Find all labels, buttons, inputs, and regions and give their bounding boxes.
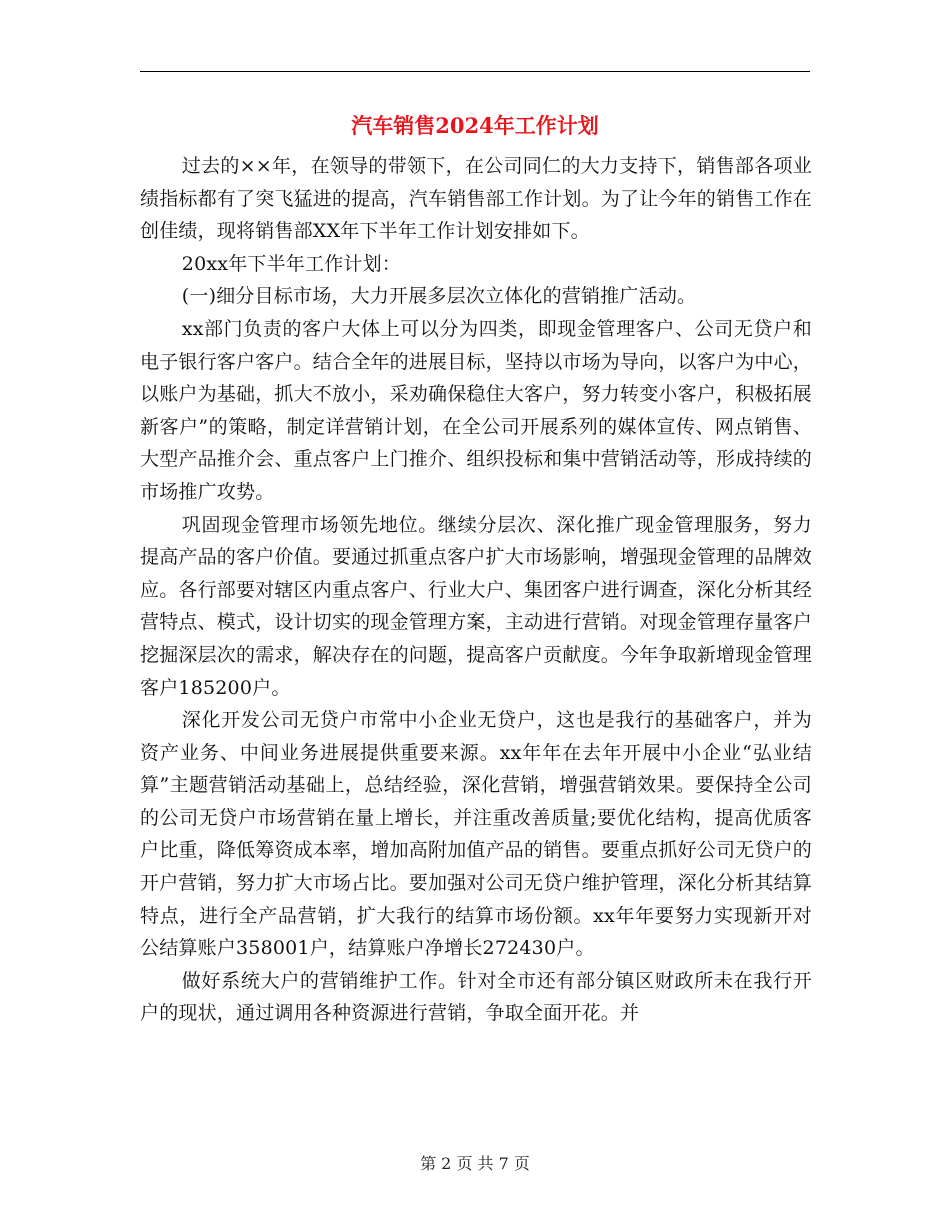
paragraph-plan-heading: 20xx年下半年工作计划： — [181, 252, 402, 275]
document-body — [140, 150, 812, 1030]
page-footer: 第 2 页 共 7 页 — [420, 1154, 530, 1173]
paragraph-customer-types: xx部门负责的客户大体上可以分为四类，即现金管理客户、公司无贷户和电子银行客户客户。结合全年的进展目标，坚持以市场为导向，以客户为中心，以账户为基础，抓大不放小，采劝确保稳住大客户，努力转变小客户，积极拓展新客户”的策略，制定详营销计划，在全公司开展系列的媒体宣传、网点销售、大型产品推介会、重点客户上门推介、组织投标和集中营销活动等，形成持续的市场推广攻势。 — [140, 317, 813, 503]
paragraph-section-one: (一)细分目标市场，大力开展多层次立体化的营销推广活动。 — [181, 285, 697, 308]
paragraph-no-loan-clients: 深化开发公司无贷户市常中小企业无贷户，这也是我行的基础客户，并为资产业务、中间业务进展提供重要来源。xx年年在去年开展中小企业“弘业结算”主题营销活动基础上，总结经验，深化营销，增强营销效果。要保持全公司的公司无贷户市场营销在量上增长，并注重改善质量;要优化结构，提高优质客户比重，降低筹资成本率，增加高附加值产品的销售。要重点抓好公司无贷户的开户营销，努力扩大市场占比。要加强对公司无贷户维护管理，深化分析其结算特点，进行全产品营销，扩大我行的结算市场份额。xx年年要努力实现新开对公结算账户358001户，结算账户净增长272430户。 — [140, 709, 813, 960]
document-title: 汽车销售2024年工作计划 — [351, 113, 599, 138]
paragraph-intro: 过去的××年，在领导的带领下，在公司同仁的大力支持下，销售部各项业绩指标都有了突飞猛进的提高，汽车销售部工作计划。为了让今年的销售工作在创佳绩，现将销售部XX年下半年工作计划安排如下。 — [140, 155, 813, 243]
paragraph-major-accounts: 做好系统大户的营销维护工作。针对全市还有部分镇区财政所未在我行开户的现状，通过调用各种资源进行营销，争取全面开花。并 — [140, 969, 812, 1025]
paragraph-cash-management: 巩固现金管理市场领先地位。继续分层次、深化推广现金管理服务，努力提高产品的客户价值。要通过抓重点客户扩大市场影响，增强现金管理的品牌效应。各行部要对辖区内重点客户、行业大户、集团客户进行调查，深化分析其经营特点、模式，设计切实的现金管理方案，主动进行营销。对现金管理存量客户挖掘深层次的需求，解决存在的问题，提高客户贡献度。今年争取新增现金管理客户185200户。 — [140, 513, 813, 699]
header-rule — [140, 71, 810, 72]
